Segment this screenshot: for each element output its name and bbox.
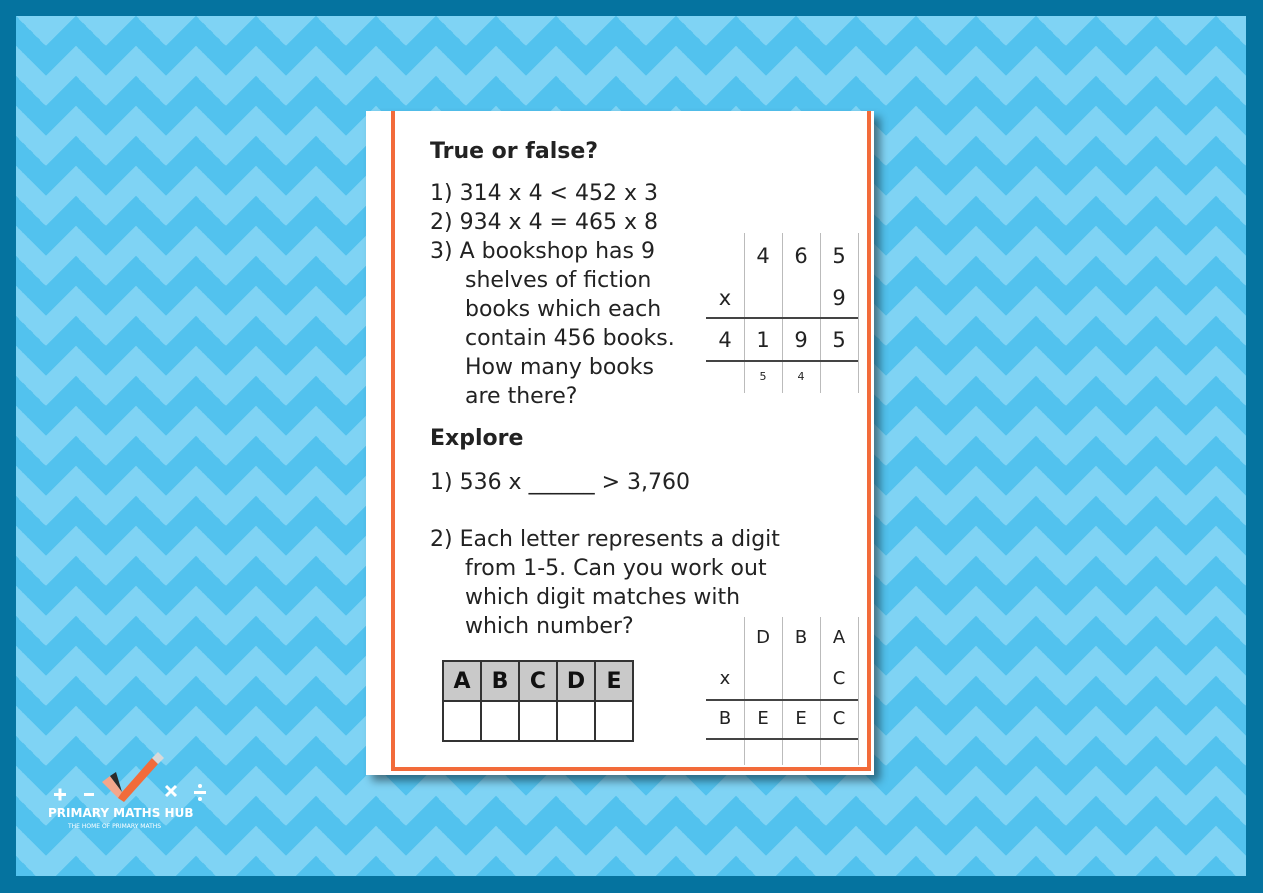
letter-header: B (481, 661, 519, 701)
carry-digit (706, 361, 744, 391)
letter-header: C (519, 661, 557, 701)
carry-digit: 5 (759, 369, 767, 383)
tf-question-1: 1) 314 x 4 < 452 x 3 (430, 181, 658, 206)
carry-digit (820, 361, 858, 391)
letter-answer-cell[interactable] (557, 701, 595, 741)
letter-header: D (557, 661, 595, 701)
grid-cell: 9 (832, 285, 846, 310)
multiplication-grid-1 (706, 233, 858, 393)
grid-cell: B (794, 627, 808, 648)
letter-answer-cell[interactable] (481, 701, 519, 741)
tf-question-3-line: are there? (465, 384, 578, 409)
letters-table (442, 660, 634, 742)
letter-answer-cell[interactable] (595, 701, 633, 741)
letter-header: E (595, 661, 633, 701)
grid-cell: 4 (756, 243, 770, 268)
explore-question-2-line: which digit matches with (465, 585, 741, 610)
grid-cell: B (718, 708, 732, 729)
grid-cell: 1 (756, 327, 770, 352)
grid-cell (706, 617, 744, 658)
heading-true-or-false: True or false? (430, 139, 599, 164)
explore-question-2-line: from 1-5. Can you work out (465, 556, 767, 581)
explore-question-1: 1) 536 x ______ > 3,760 (430, 470, 690, 495)
grid-cell: 4 (718, 327, 732, 352)
grid-cell: x (718, 285, 732, 310)
grid-cell: D (756, 627, 770, 648)
letter-answer-cell[interactable] (519, 701, 557, 741)
grid-cell: 5 (832, 243, 846, 268)
grid-cell (744, 277, 782, 318)
grid-cell: C (832, 668, 846, 689)
grid-cell: C (832, 708, 846, 729)
grid-cell: A (832, 627, 846, 648)
tf-question-3-line: 3) A bookshop has 9 (430, 239, 655, 264)
tf-question-2: 2) 934 x 4 = 465 x 8 (430, 210, 658, 235)
logo-tagline: THE HOME OF PRIMARY MATHS (68, 823, 162, 830)
grid-cell (782, 277, 820, 318)
grid-cell: 9 (794, 327, 808, 352)
multiplication-grid-2 (706, 617, 858, 765)
letter-header: A (443, 661, 481, 701)
heading-explore: Explore (430, 426, 524, 451)
grid-cell: E (795, 708, 807, 729)
grid-cell: x (719, 668, 731, 689)
grid-cell (744, 658, 782, 699)
tf-question-3-line: contain 456 books. (465, 326, 675, 351)
explore-question-2-line: which number? (465, 614, 634, 639)
tf-question-3-line: shelves of fiction (465, 268, 652, 293)
grid-cell: 6 (794, 243, 808, 268)
tf-question-3-line: books which each (465, 297, 662, 322)
explore-question-2-line: 2) Each letter represents a digit (430, 527, 780, 552)
letter-answer-cell[interactable] (443, 701, 481, 741)
grid-cell: 5 (832, 327, 846, 352)
logo-title: PRIMARY MATHS HUB (48, 806, 194, 820)
grid-cell (706, 235, 744, 276)
tf-question-3-line: How many books (465, 355, 654, 380)
grid-cell (782, 658, 820, 699)
carry-digit: 4 (797, 369, 805, 383)
grid-cell: E (757, 708, 769, 729)
